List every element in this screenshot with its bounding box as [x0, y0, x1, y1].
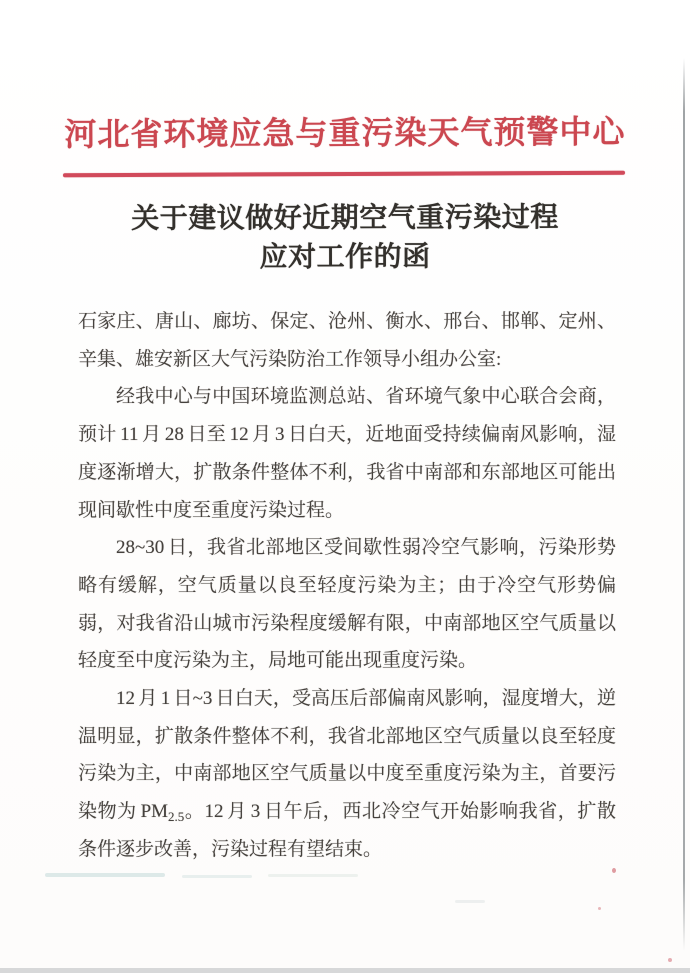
pm25-subscript: 2.5 [168, 809, 185, 825]
document-title [0, 198, 690, 278]
scan-right-edge-line [683, 58, 686, 951]
paragraph-forecast-overview: 经我中心与中国环境监测总站、省环境气象中心联合会商，预计 11 月 28 日至 12 月 3 日白天，近地面受持续偏南风影响，湿度逐渐增大，扩散条件整体不利，我省中南部和东部地区可能出现间歇性中度至重度污染过程。 [78, 386, 616, 521]
document-title-line-2: 应对工作的函 [259, 241, 431, 274]
scan-artifact-smudge [455, 900, 485, 903]
paragraph-dec1-3-text-before-subscript: 12 月 1 日~3 日白天，受高压后部偏南风影响，湿度增大，逆温明显，扩散条件整体不利，我省北部地区空气质量以良至轻度污染为主，中南部地区空气质量以中度至重度污染为主，首要污染物为 PM [78, 688, 616, 823]
salutation: 石家庄、唐山、廊坊、保定、沧州、衡水、邢台、邯郸、定州、辛集、雄安新区大气污染防治工作领导小组办公室: [78, 311, 616, 370]
paragraph-dec1-3-outlook [78, 680, 616, 869]
document-body [78, 303, 616, 869]
scan-artifact-smudge [268, 874, 358, 877]
scan-artifact-speck [598, 907, 601, 910]
document-title-line-1: 关于建议做好近期空气重污染过程 [131, 202, 559, 235]
scan-artifact-speck [668, 958, 672, 962]
scan-artifact-smudge [182, 875, 252, 878]
scan-artifact-smudge [45, 873, 165, 877]
paragraph-dec1-3-text-after-subscript: 。12 月 3 日午后，西北冷空气开始影响我省，扩散条件逐步改善，污染过程有望结束。 [78, 801, 616, 860]
scan-artifact-speck [612, 868, 616, 873]
paragraph-nov28-30-outlook: 28~30 日，我省北部地区受间歇性弱冷空气影响，污染形势略有缓解，空气质量以良至轻度污染为主；由于冷空气形势偏弱，对我省沿山城市污染程度缓解有限，中南部地区空气质量以轻度至中度污染为主，局地可能出现重度污染。 [78, 537, 616, 672]
letterhead-agency-name: 河北省环境应急与重污染天气预警中心 [64, 113, 626, 153]
scan-bottom-edge-strip [0, 968, 690, 973]
letterhead-divider [63, 171, 625, 177]
